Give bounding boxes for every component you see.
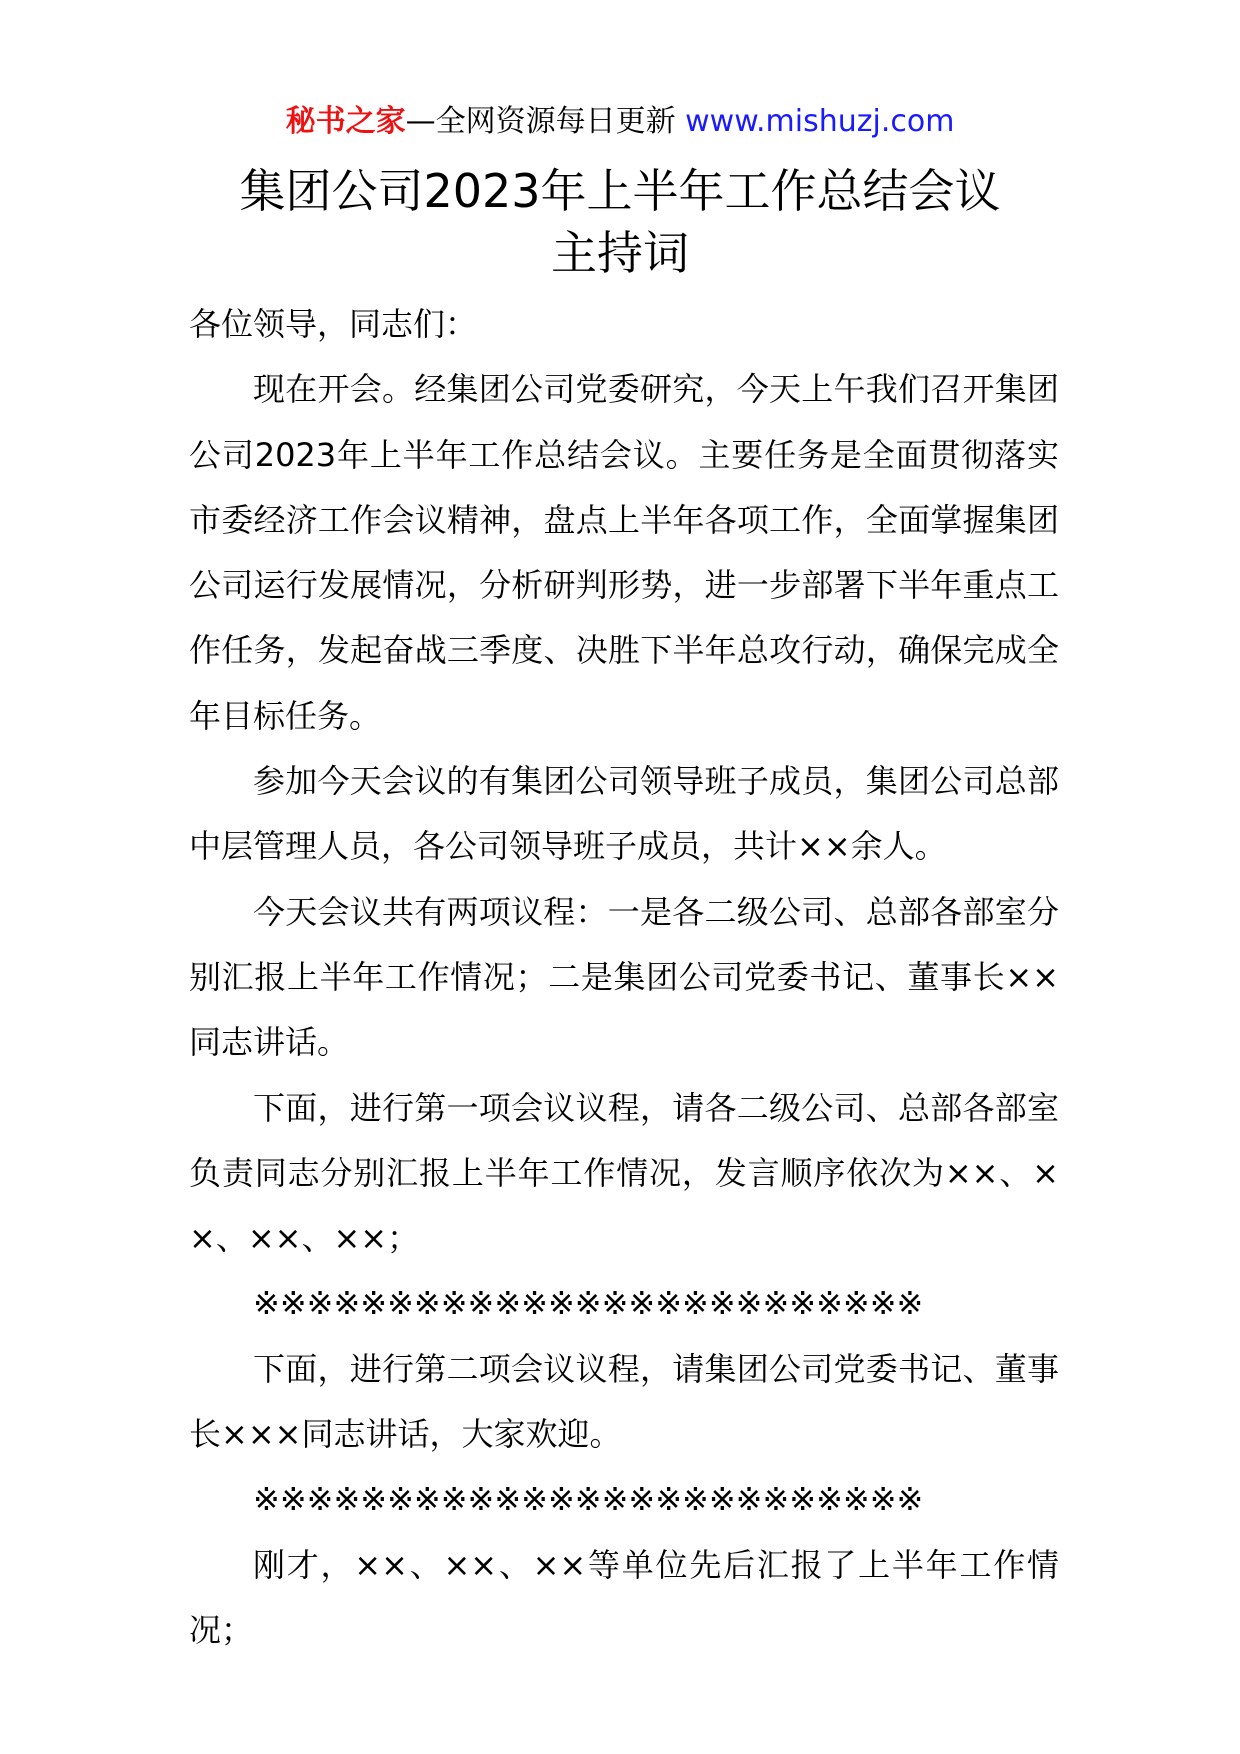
separator-line: ※※※※※※※※※※※※※※※※※※※※※※※※※ <box>253 1480 924 1519</box>
brand-name: 秘书之家 <box>285 104 406 139</box>
title-line-2: 主持词 <box>551 226 689 280</box>
document-title <box>0 160 1240 284</box>
paragraph-attendees: 参加今天会议的有集团公司领导班子成员，集团公司总部中层管理人员，各公司领导班子成员，共计××余人。 <box>189 762 1059 866</box>
site-header <box>0 100 1240 144</box>
paragraph-summary: 刚才，××、××、××等单位先后汇报了上半年工作情况； <box>189 1545 1059 1649</box>
paragraph-opening: 现在开会。经集团公司党委研究，今天上午我们召开集团公司2023年上半年工作总结会议。主要任务是全面贯彻落实市委经济工作会议精神，盘点上半年各项工作，全面掌握集团公司运行发展情况，分析研判形势，进一步部署下半年重点工作任务，发起奋战三季度、决胜下半年总攻行动，确保完成全年目标任务。 <box>189 370 1059 735</box>
separator-line: ※※※※※※※※※※※※※※※※※※※※※※※※※ <box>253 1284 924 1323</box>
document-body <box>189 292 1059 1663</box>
paragraph-agenda-item-2: 下面，进行第二项会议议程，请集团公司党委书记、董事长×××同志讲话，大家欢迎。 <box>189 1349 1059 1454</box>
header-slogan: —全网资源每日更新 <box>405 104 686 139</box>
title-line-1: 集团公司2023年上半年工作总结会议 <box>239 164 1001 218</box>
paragraph-agenda-item-1: 下面，进行第一项会议议程，请各二级公司、总部各部室负责同志分别汇报上半年工作情况，发言顺序依次为××、××、××、××； <box>189 1088 1059 1258</box>
site-url-link[interactable]: www.mishuzj.com <box>685 104 955 139</box>
salutation: 各位领导，同志们： <box>189 305 478 343</box>
paragraph-agenda: 今天会议共有两项议程：一是各二级公司、总部各部室分别汇报上半年工作情况；二是集团公司党委书记、董事长××同志讲话。 <box>189 892 1059 1062</box>
